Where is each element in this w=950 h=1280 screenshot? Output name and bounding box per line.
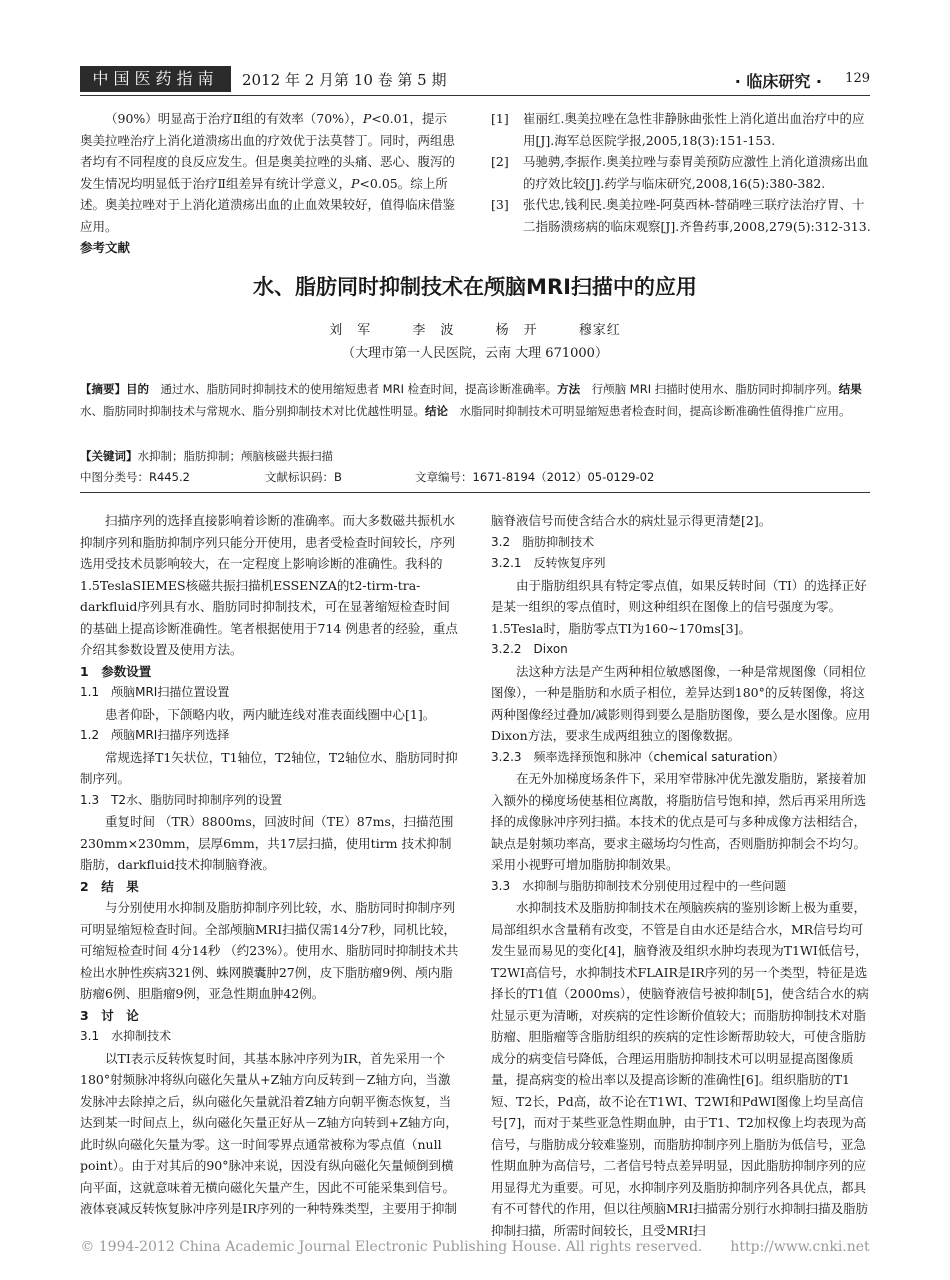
- article-number: 文章编号：1671-8194（2012）05-0129-02: [415, 470, 655, 484]
- paragraph: 以TI表示反转恢复时间，其基本脉冲序列为IR，首先采用一个180°射频脉冲将纵向磁化矢量从+Z轴方向反转到－Z轴方向，当激发脉冲去除掉之后，纵向磁化矢量就沿着Z轴方向朝平衡态恢复，当达到某一时间点上，纵向磁化矢量正好从－Z轴方向转到+Z轴方向，此时纵向磁化矢量为零。这一时间零界点通常被称为零点值（null point）。由于对其后的90°脉冲来说，因没有纵向磁化矢量倾倒到横向平面，这就意味着无横向磁化矢量产生，因此不可能采集到信号。液体衰减反转恢复脉冲序列是IR序列的一种特殊类型，主要用于抑制: [80, 1050, 458, 1216]
- references-heading: 参考文献: [80, 240, 131, 255]
- subsection-heading: 1.2 颅脑MRI扫描序列选择: [80, 728, 230, 742]
- header-rule: [80, 95, 870, 96]
- article-title: 水、脂肪同时抑制技术在颅脑MRI扫描中的应用: [253, 275, 697, 299]
- prev-conclusion: （90%）明显高于治疗Ⅱ组的有效率（70%），P<0.01，提示奥美拉唑治疗上消化道溃疡出血的疗效优于法莫替丁。同时，两组患者均有不同程度的良反应发生。但是奥美拉唑的头痛、恶心、腹泻的发生情况均明显低于治疗Ⅱ组差异有统计学意义，P<0.05。综上所述。奥美拉唑对于上消化道溃疡出血的止血效果较好，值得临床借鉴应用。: [80, 111, 456, 234]
- body-left-column: [80, 510, 460, 1220]
- author: 杨 开: [495, 323, 538, 338]
- subsection-heading: 3.1 水抑制技术: [80, 1029, 172, 1043]
- paragraph: 患者仰卧，下颌略内收，两内眦连线对准表面线圈中心[1]。: [105, 706, 436, 722]
- document-code: 文献标识码：B: [265, 470, 342, 484]
- running-header: [80, 66, 870, 94]
- prev-references: [491, 108, 871, 237]
- paragraph: 水抑制技术及脂肪抑制技术在颅脑疾病的鉴别诊断上极为重要，局部组织水含量稍有改变，不管是自由水还是结合水，MR信号均可发生显而易见的变化[4]，脑脊液及组织水肿均表现为T1WI低信号，T2WI高信号，水抑制技术FLAIR是IR序列的另一个类型，特征是选择长的T1值（2000ms），使脑脊液信号被抑制[5]，使含结合水的病灶显示更为清晰，对疾病的定性诊断价值较大；而脂肪抑制技术对脂肪瘤、胆脂瘤等含脂肪组织的疾病的定性诊断帮助较大，可使含脂肪成分的病变信号降低，合理运用脂肪抑制技术可以明显提高图像质量，提高病变的检出率以及提高诊断的准确性[6]。组织脂肪的T1短、T2长，Pd高，故不论在T1WI、T2WI和PdWI图像上均呈高信号[7]，而对于某些亚急性期血肿，由于T1、T2加权像上均表现为高信号，与脂肪成分较难鉴别，而脂肪抑制序列上脂肪为低信号，亚急性期血肿为高信号，二者信号特点差异明显，因此脂肪抑制序列的应用显得尤为重要。可见，水抑制序列及脂肪抑制序列各具优点，都具有不可替代的作用，但以往颅脑MRI扫描需分别行水抑制扫描及脂肪抑制扫描，所需时间较长，且受MRI扫: [491, 900, 869, 1238]
- reference-item: [2] 马驰骋,李振作.奥美拉唑与泰胃美预防应激性上消化道溃疡出血的疗效比较[J].药学与临床研究,2008,16(5):380-382.: [491, 154, 869, 191]
- section-heading: 2 结 果: [80, 878, 139, 894]
- journal-name: 中国医药指南: [80, 66, 231, 92]
- paragraph: 法这种方法是产生两种相位敏感图像，一种是常规图像（同相位图像），一种是脂肪和水质子相位，差异达到180°的反转图像，将这两种图像经过叠加/减影则得到要么是脂肪图像，要么是水图像。应用Dixon方法，要求生成两组独立的图像数据。: [491, 663, 871, 743]
- author: 李 波: [412, 323, 455, 338]
- author: 穆家红: [578, 323, 621, 338]
- author-list: [0, 319, 950, 338]
- paragraph: 由于脂肪组织具有特定零点值，如果反转时间（TI）的选择正好是某一组织的零点值时，则这种组织在图像上的信号强度为零。1.5Tesla时，脂肪零点TI为160~170ms[3]。: [491, 577, 867, 636]
- copyright-footer: © 1994-2012 China Academic Journal Electronic Publishing House. All rights reserved. http://www.cnki.net: [80, 1239, 870, 1255]
- page-number: 129: [845, 71, 870, 86]
- subsection-heading: 3.2.1 反转恢复序列: [491, 556, 606, 570]
- prev-article-left: [80, 108, 458, 259]
- subsection-heading: 3.2 脂肪抑制技术: [491, 534, 595, 549]
- reference-item: [3] 张代忠,钱利民.奥美拉唑-阿莫西林-替硝唑三联疗法治疗胃、十二指肠溃疡病的临床观察[J].齐鲁药事,2008,279(5):312-313.: [491, 197, 871, 234]
- body-right-column: [491, 510, 871, 1241]
- abstract: 【摘要】目的 通过水、脂肪同时抑制技术的使用缩短患者 MRI 检查时间，提高诊断准确率。方法 行颅脑 MRI 扫描时使用水、脂肪同时抑制序列。结果 水、脂肪同时抑制技术与常规水、脂分别抑制技术对比优越性明显。结论 水脂同时抑制技术可明显缩短患者检查时间，提高诊断准确性值得推广应用。: [80, 382, 862, 418]
- intro-paragraph: 扫描序列的选择直接影响着诊断的准确率。而大多数磁共振机水抑制序列和脂肪抑制序列只能分开使用，患者受检查时间较长，序列选用受技术员影响较大，在一定程度上影响诊断的准确性。我科的1.5TeslaSIEMES核磁共振扫描机ESSENZA的t2-tirm-tra-darkfluid序列具有水、脂肪同时抑制技术，可在显著缩短检查时间的基础上提高诊断准确性。笔者根据使用于714 例患者的经验，重点介绍其参数设置及使用方法。: [80, 513, 458, 657]
- paragraph: 与分别使用水抑制及脂肪抑制序列比较，水、脂肪同时抑制序列可明显缩短检查时间。全部颅脑MRI扫描仅需14分7秒，同机比较，可缩短检查时间 4分14秒 （约23%）。使用水、脂肪同时抑制技术共检出水肿性疾病321例、蛛网膜囊肿27例，皮下脂肪瘤9例、颅内脂肪瘤6例、胆脂瘤9例，亚急性期血肿42例。: [80, 900, 459, 1001]
- paragraph: 在无外加梯度场条件下，采用窄带脉冲优先激发脂肪，紧接着加入额外的梯度场使基相位离散，将脂肪信号饱和掉，然后再采用所选择的成像脉冲序列扫描。本技术的优点是可与多种成像方法相结合，缺点是射频功率高，要求主磁场均匀性高，否则脂肪抑制会不均匀。采用小视野可增加脂肪抑制效果。: [491, 771, 867, 872]
- section-heading: 1 参数设置: [80, 663, 152, 679]
- keywords: 【关键词】水抑制；脂肪抑制；颅脑核磁共振扫描: [80, 449, 333, 463]
- paragraph: 重复时间 （TR）8800ms，回波时间（TE）87ms，扫描范围230mm×230mm，层厚6mm，共17层扫描，使用tirm 技术抑制脂肪，darkfluid技术抑制脑脊液。: [80, 814, 454, 872]
- abstract-rule: [80, 492, 870, 493]
- paragraph: 常规选择T1矢状位，T1轴位，T2轴位，T2轴位水、脂肪同时抑制序列。: [80, 749, 458, 786]
- subsection-heading: 1.1 颅脑MRI扫描位置设置: [80, 685, 230, 699]
- paragraph: 脑脊液信号而使含结合水的病灶显示得更清楚[2]。: [491, 513, 772, 528]
- issue-info: 2012 年 2 月第 10 卷 第 5 期: [242, 71, 447, 89]
- subsection-heading: 3.3 水抑制与脂肪抑制技术分别使用过程中的一些问题: [491, 878, 787, 893]
- reference-item: [1] 崔丽红.奥美拉唑在急性非静脉曲张性上消化道出血治疗中的应用[J].海军总医院学报,2005,18(3):151-153.: [491, 111, 865, 148]
- subsection-heading: 3.2.3 频率选择预饱和脉冲（chemical saturation）: [491, 749, 785, 764]
- section-heading: 3 讨 论: [80, 1007, 139, 1023]
- author: 刘 军: [329, 323, 372, 338]
- subsection-heading: 1.3 T2水、脂肪同时抑制序列的设置: [80, 792, 283, 807]
- subsection-heading: 3.2.2 Dixon: [491, 642, 568, 656]
- clc-number: 中图分类号：R445.2: [80, 470, 190, 484]
- affiliation: （大理市第一人民医院，云南 大理 671000）: [342, 346, 608, 361]
- section-label: · 临床研究 ·: [734, 72, 822, 91]
